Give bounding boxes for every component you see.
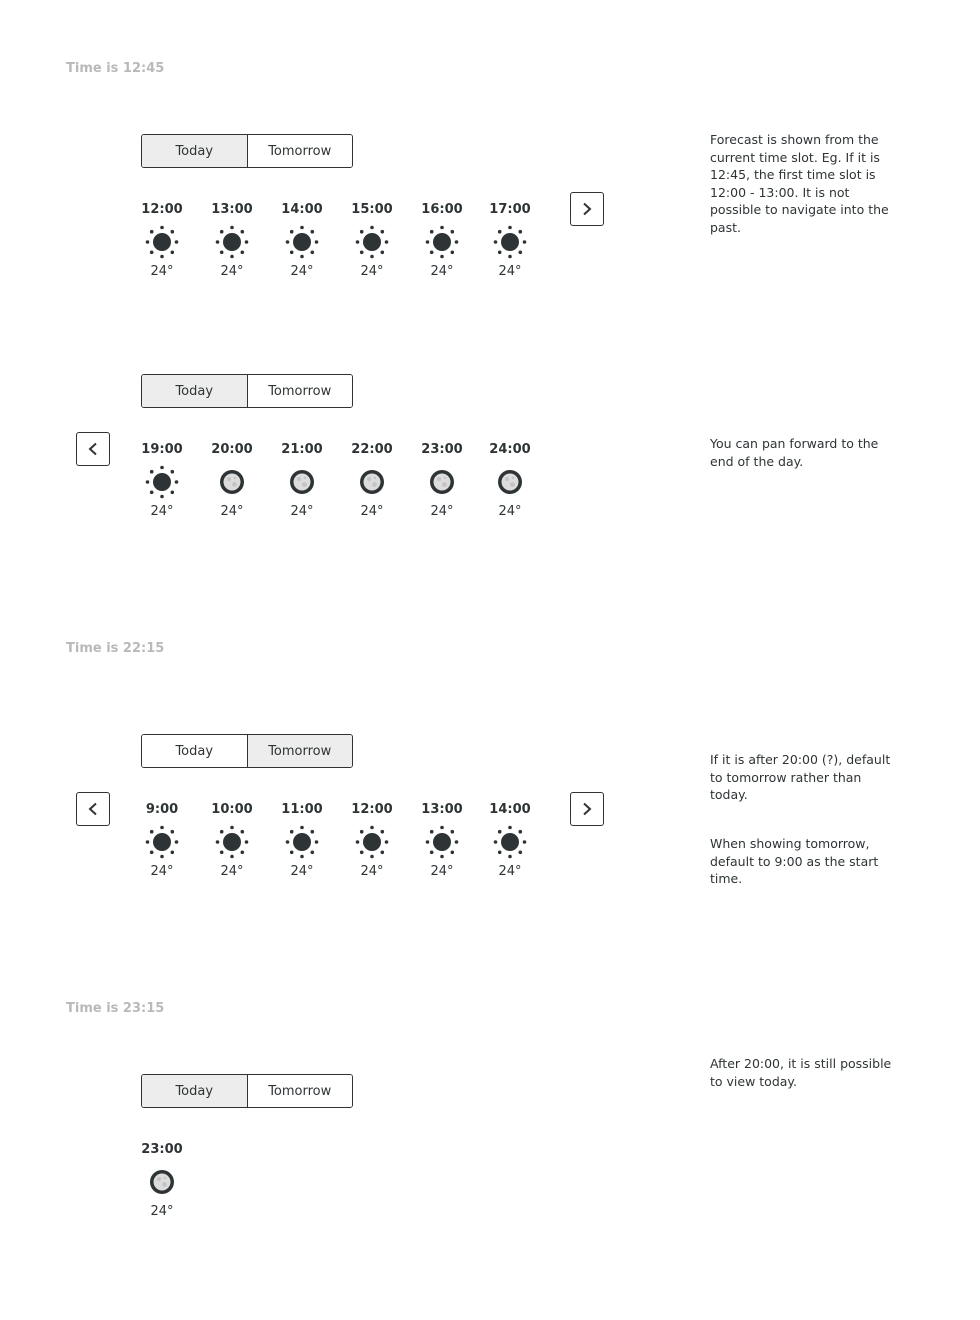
tab-tomorrow[interactable]: Tomorrow xyxy=(247,735,353,767)
moon-icon xyxy=(425,465,459,499)
tab-tomorrow[interactable]: Tomorrow xyxy=(247,1075,353,1107)
moon-icon xyxy=(355,465,389,499)
slot-time: 23:00 xyxy=(421,442,463,457)
time-label: Time is 12:45 xyxy=(66,61,165,76)
chevron-right-icon xyxy=(581,202,593,216)
slot-time: 12:00 xyxy=(351,802,393,817)
slot-time: 21:00 xyxy=(281,442,323,457)
tab-today[interactable]: Today xyxy=(142,135,247,167)
sun-icon xyxy=(285,825,319,859)
sun-icon xyxy=(425,825,459,859)
slot-temperature: 24° xyxy=(430,504,454,519)
forecast-slot xyxy=(132,1142,192,1219)
sun-icon xyxy=(145,465,179,499)
next-button[interactable] xyxy=(570,792,604,826)
slot-time: 24:00 xyxy=(489,442,531,457)
slot-temperature: 24° xyxy=(150,864,174,879)
sun-icon xyxy=(145,825,179,859)
annotation-note: Forecast is shown from the current time slot. Eg. If it is 12:45, the first time slot is 12:00 - 13:00. It is not possible to navigate into the past. xyxy=(710,132,889,235)
forecast-slot xyxy=(272,442,332,519)
slot-time: 13:00 xyxy=(421,802,463,817)
forecast-slot xyxy=(342,802,402,879)
forecast-slot xyxy=(412,202,472,279)
slot-temperature: 24° xyxy=(220,264,244,279)
moon-icon xyxy=(145,1165,179,1199)
forecast-slot xyxy=(132,802,192,879)
slot-temperature: 24° xyxy=(498,264,522,279)
slot-temperature: 24° xyxy=(150,1204,174,1219)
forecast-slot xyxy=(272,202,332,279)
tab-tomorrow[interactable]: Tomorrow xyxy=(247,375,353,407)
sun-icon xyxy=(145,225,179,259)
slot-time: 15:00 xyxy=(351,202,393,217)
slot-temperature: 24° xyxy=(220,504,244,519)
slot-time: 10:00 xyxy=(211,802,253,817)
slot-time: 12:00 xyxy=(141,202,183,217)
slot-time: 11:00 xyxy=(281,802,323,817)
forecast-slot xyxy=(480,202,540,279)
forecast-slot xyxy=(132,202,192,279)
slot-time: 9:00 xyxy=(145,802,179,817)
forecast-slot xyxy=(342,442,402,519)
slot-temperature: 24° xyxy=(430,864,454,879)
slot-time: 13:00 xyxy=(211,202,253,217)
sun-icon xyxy=(425,225,459,259)
slot-temperature: 24° xyxy=(290,864,314,879)
slot-time: 19:00 xyxy=(141,442,183,457)
chevron-left-icon xyxy=(87,442,99,456)
annotation-note: When showing tomorrow, default to 9:00 as the start time. xyxy=(710,836,879,886)
slot-time: 20:00 xyxy=(211,442,253,457)
day-switcher xyxy=(141,1074,353,1108)
forecast-slot xyxy=(132,442,192,519)
sun-icon xyxy=(215,825,249,859)
forecast-slot xyxy=(202,442,262,519)
slot-temperature: 24° xyxy=(150,504,174,519)
prev-button[interactable] xyxy=(76,432,110,466)
slot-time: 14:00 xyxy=(281,202,323,217)
forecast-slot xyxy=(202,202,262,279)
tab-today[interactable]: Today xyxy=(142,735,247,767)
day-switcher xyxy=(141,734,353,768)
slot-temperature: 24° xyxy=(430,264,454,279)
moon-icon xyxy=(285,465,319,499)
sun-icon xyxy=(493,825,527,859)
sun-icon xyxy=(285,225,319,259)
next-button[interactable] xyxy=(570,192,604,226)
moon-icon xyxy=(215,465,249,499)
slot-temperature: 24° xyxy=(498,504,522,519)
slot-temperature: 24° xyxy=(360,264,384,279)
slot-temperature: 24° xyxy=(290,264,314,279)
time-label: Time is 23:15 xyxy=(66,1001,165,1016)
tab-tomorrow[interactable]: Tomorrow xyxy=(247,135,353,167)
slot-time: 17:00 xyxy=(489,202,531,217)
slot-temperature: 24° xyxy=(360,504,384,519)
sun-icon xyxy=(493,225,527,259)
slot-temperature: 24° xyxy=(290,504,314,519)
annotation-note: If it is after 20:00 (?), default to tomorrow rather than today. xyxy=(710,752,891,802)
sun-icon xyxy=(215,225,249,259)
forecast-slot xyxy=(480,802,540,879)
tab-today[interactable]: Today xyxy=(142,375,247,407)
prev-button[interactable] xyxy=(76,792,110,826)
annotation-note: You can pan forward to the end of the day. xyxy=(710,436,879,469)
tab-today[interactable]: Today xyxy=(142,1075,247,1107)
slot-time: 22:00 xyxy=(351,442,393,457)
forecast-slot xyxy=(202,802,262,879)
time-label: Time is 22:15 xyxy=(66,641,165,656)
sun-icon xyxy=(355,825,389,859)
day-switcher xyxy=(141,374,353,408)
slot-temperature: 24° xyxy=(150,264,174,279)
moon-icon xyxy=(493,465,527,499)
forecast-slot xyxy=(480,442,540,519)
forecast-slot xyxy=(272,802,332,879)
slot-temperature: 24° xyxy=(220,864,244,879)
sun-icon xyxy=(355,225,389,259)
slot-time: 14:00 xyxy=(489,802,531,817)
slot-time: 23:00 xyxy=(141,1142,183,1157)
day-switcher xyxy=(141,134,353,168)
forecast-slot xyxy=(412,442,472,519)
slot-temperature: 24° xyxy=(498,864,522,879)
forecast-slot xyxy=(342,202,402,279)
slot-temperature: 24° xyxy=(360,864,384,879)
chevron-left-icon xyxy=(87,802,99,816)
forecast-slot xyxy=(412,802,472,879)
slot-time: 16:00 xyxy=(421,202,463,217)
annotation-note: After 20:00, it is still possible to view today. xyxy=(710,1056,892,1089)
chevron-right-icon xyxy=(581,802,593,816)
